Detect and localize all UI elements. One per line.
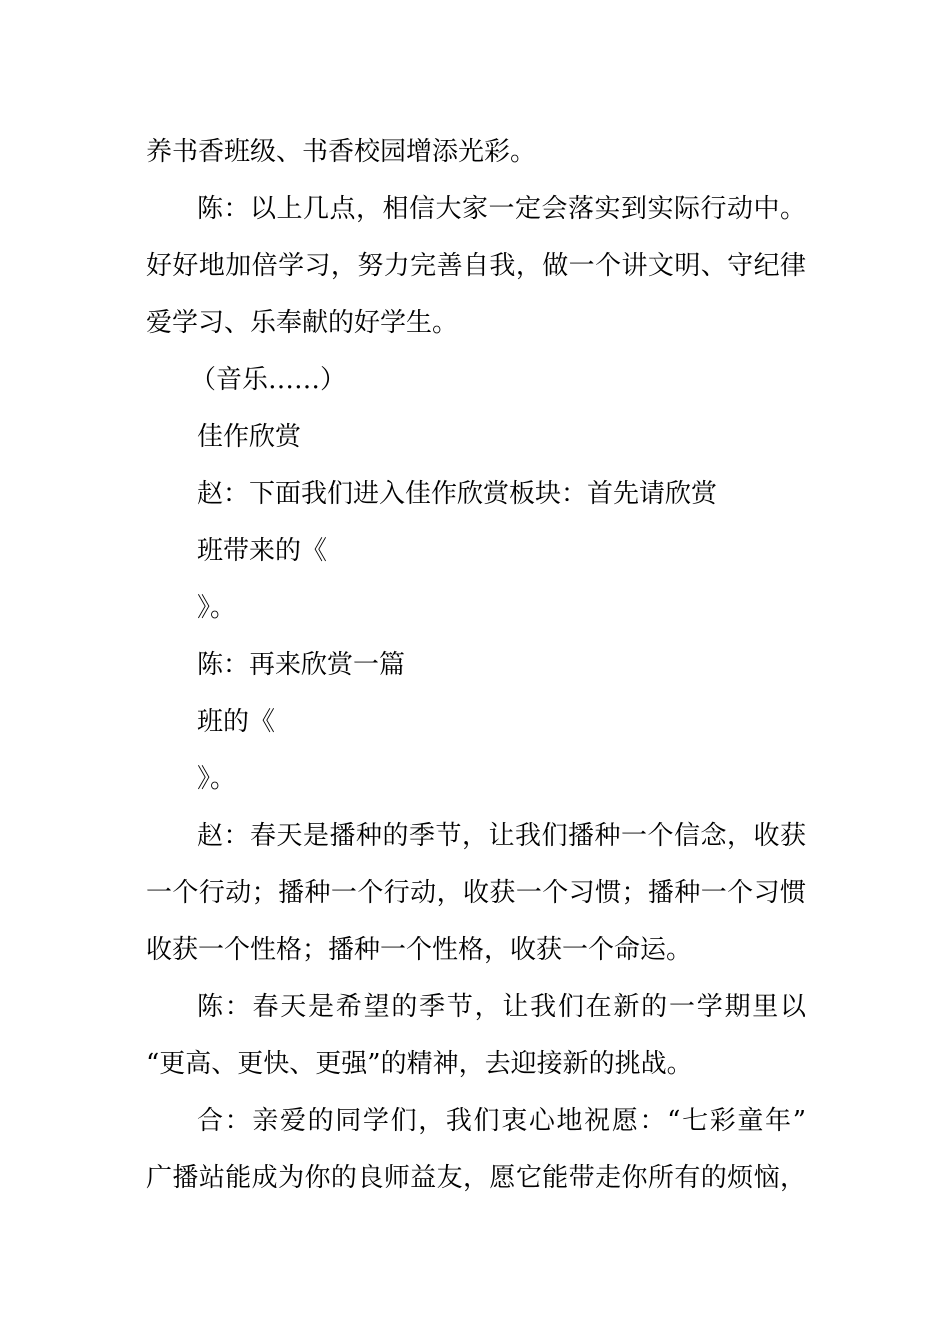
text-line-2: 陈：以上几点，相信大家一定会落实到实际行动中。 bbox=[197, 194, 806, 224]
text-line-4: 爱学习、乐奉献的好学生。 bbox=[146, 308, 459, 338]
text-line-10: 陈：再来欣赏一篇 bbox=[197, 650, 406, 680]
text-line-16: 陈：春天是希望的季节，让我们在新的一学期里以 bbox=[197, 992, 806, 1022]
text-line-19: 广播站能成为你的良师益友，愿它能带走你所有的烦恼， bbox=[146, 1163, 806, 1193]
text-line-1: 养书香班级、书香校园增添光彩。 bbox=[146, 137, 537, 167]
text-line-3: 好好地加倍学习，努力完善自我，做一个讲文明、守纪律 bbox=[146, 251, 806, 281]
text-line-11: 班的《 bbox=[197, 707, 276, 737]
text-line-13: 赵：春天是播种的季节，让我们播种一个信念，收获 bbox=[197, 821, 806, 851]
text-line-14: 一个行动；播种一个行动，收获一个习惯；播种一个习惯 bbox=[146, 878, 806, 908]
text-line-17: “更高、更快、更强”的精神，去迎接新的挑战。 bbox=[146, 1049, 693, 1079]
text-line-8: 班带来的《 bbox=[197, 536, 328, 566]
text-line-15: 收获一个性格；播种一个性格，收获一个命运。 bbox=[146, 935, 693, 965]
text-line-12: 》。 bbox=[197, 764, 237, 794]
text-line-7: 赵：下面我们进入佳作欣赏板块：首先请欣赏 bbox=[197, 479, 718, 509]
music-cue: （音乐……） bbox=[190, 365, 347, 395]
section-heading: 佳作欣赏 bbox=[197, 422, 302, 452]
text-line-9: 》。 bbox=[197, 593, 237, 623]
text-line-18: 合：亲爱的同学们，我们衷心地祝愿：“七彩童年” bbox=[197, 1106, 806, 1136]
